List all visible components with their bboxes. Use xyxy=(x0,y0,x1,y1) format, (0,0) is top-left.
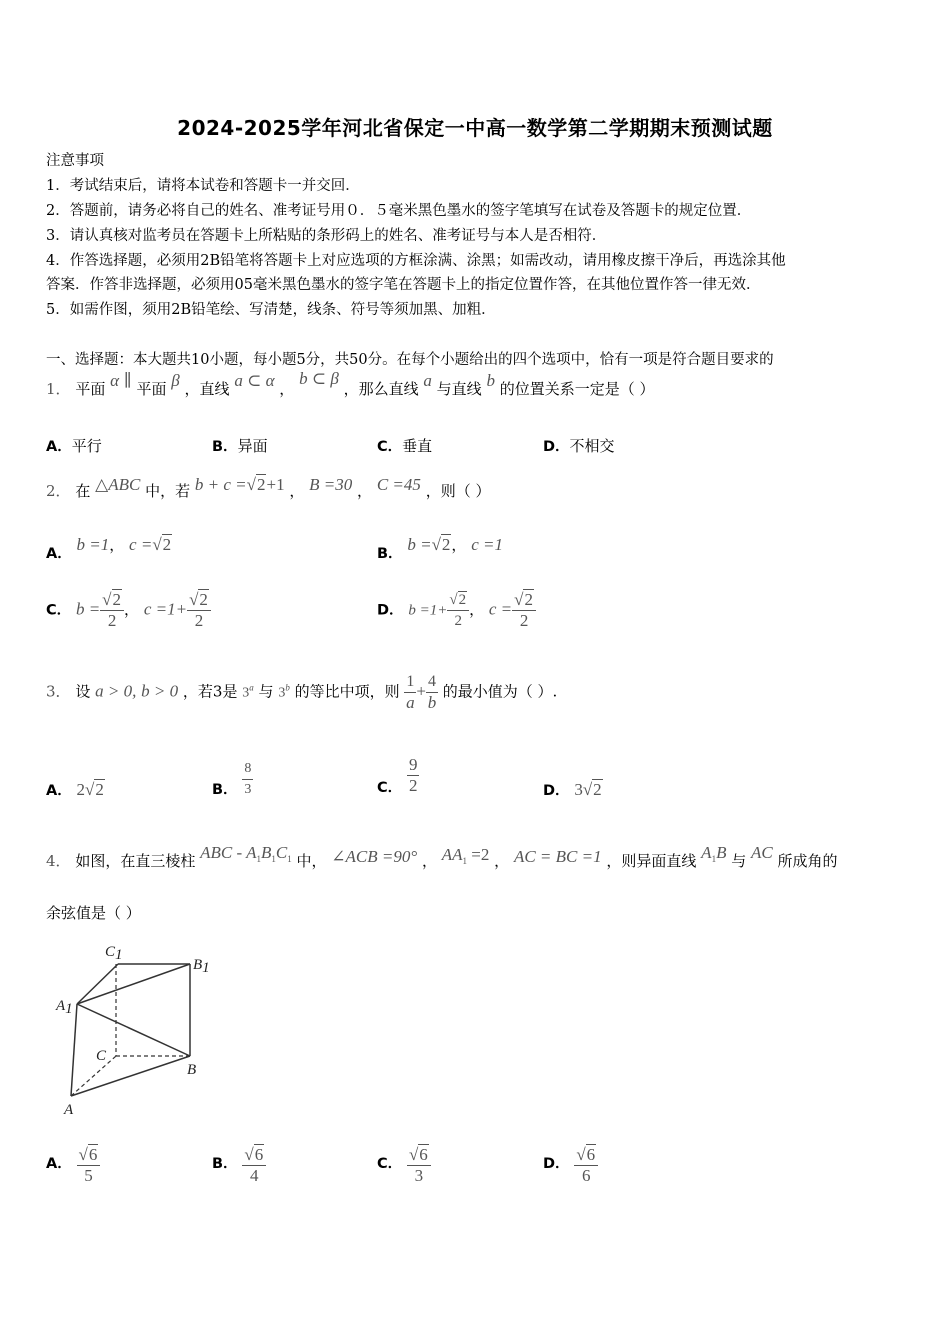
q2-option-c[interactable]: C． b = $\frac{√2}{2}$ ， c =1+ $\frac{√2}{2}$ xyxy=(46,590,211,631)
prism-figure xyxy=(50,938,220,1120)
q1-option-c[interactable]: C．垂直 xyxy=(377,437,433,455)
q1-option-b[interactable]: B．异面 xyxy=(212,437,268,455)
notice-heading: 注意事项 xyxy=(46,153,104,169)
q4-option-a[interactable]: A． $\frac{√6}{5}$ xyxy=(46,1145,100,1186)
edge-a1c1 xyxy=(77,964,118,1004)
q2-option-a[interactable]: A． b =1， c =√2 xyxy=(46,535,172,562)
q1-option-a[interactable]: A．平行 xyxy=(46,437,102,455)
question-3: 3． 设 a > 0, b > 0 ，若3是 3$^a$ 与 3$^b$ 的等比中项，则 $\frac{1}{a}$ + $\frac{4}{b}$ 的最小值为（ ）. xyxy=(46,673,558,712)
q2-option-d[interactable]: D． b =1+ $\frac{√2}{2}$ ， c = $\frac{√2}{2}$ xyxy=(377,590,536,631)
label-c: C xyxy=(96,1048,107,1064)
label-a1: A1 xyxy=(56,998,73,1017)
q3-option-c[interactable]: C． $\frac{9}{2}$ xyxy=(377,755,418,796)
q3-option-b[interactable]: B． $\frac{8}{3}$ xyxy=(212,761,252,798)
question-1: 1． 平面 α ∥ 平面 β ，直线 a ⊂ α ， b ⊂ β ，那么直线 a 与直线 b 的位置关系一定是（ ） xyxy=(46,369,655,398)
section-heading: 一、选择题：本大题共10小题，每小题5分，共50分。在每个小题给出的四个选项中，恰有一项是符合题目要求的 xyxy=(46,352,774,368)
q1-option-d[interactable]: D．不相交 xyxy=(543,437,615,455)
label-b: B xyxy=(187,1062,197,1078)
question-4: 4． 如图，在直三棱柱 ABC - $A_1B_1C_1$ 中， ∠ACB =90° ， $AA_1 =2$ ， AC = BC =1 ，则异面直线 $A_1B$ 与 AC 所成角的 xyxy=(46,843,838,870)
q4-option-b[interactable]: B． $\frac{√6}{4}$ xyxy=(212,1145,266,1186)
notice-line-1: 1．考试结束后，请将本试卷和答题卡一并交回． xyxy=(46,178,360,194)
notice-line-4: 4．作答选择题，必须用2B铅笔将答题卡上对应选项的方框涂满、涂黑；如需改动，请用橡皮擦干净后，再选涂其他 xyxy=(46,253,786,269)
q4-option-c[interactable]: C． $\frac{√6}{3}$ xyxy=(377,1145,431,1186)
label-b1: B1 xyxy=(193,957,210,976)
notice-line-3: 3．请认真核对监考员在答题卡上所粘贴的条形码上的姓名、准考证号与本人是否相符． xyxy=(46,228,607,244)
q3-option-a[interactable]: A． 2√2 xyxy=(46,780,104,799)
notice-line-2: 2．答题前，请务必将自己的姓名、准考证号用０．５毫米黑色墨水的签字笔填写在试卷及答题卡的规定位置． xyxy=(46,203,752,219)
q1-number: 1． xyxy=(46,380,71,398)
edge-ac xyxy=(71,1056,116,1096)
page-title: 2024-2025学年河北省保定一中高一数学第二学期期末预测试题 xyxy=(177,116,773,140)
notice-line-6: 5．如需作图，须用2B铅笔绘、写清楚，线条、符号等须加黑、加粗． xyxy=(46,302,496,318)
q4-line-2: 余弦值是（ ） xyxy=(46,904,141,922)
edge-a1a xyxy=(71,1004,77,1096)
label-c1: C1 xyxy=(105,944,123,963)
edge-a1b1 xyxy=(77,964,190,1004)
q3-option-d[interactable]: D． 3√2 xyxy=(543,780,602,799)
notice-line-5: 答案．作答非选择题，必须用05毫米黑色墨水的签字笔在答题卡上的指定位置作答，在其他位置作答一律无效． xyxy=(46,277,761,293)
edge-ab xyxy=(71,1056,190,1096)
question-2: 2． 在 △ABC 中，若 b + c =√2+1 ， B =30 ， C =45 ，则（ ） xyxy=(46,475,491,500)
label-a: A xyxy=(64,1102,74,1118)
q4-option-d[interactable]: D． $\frac{√6}{6}$ xyxy=(543,1145,598,1186)
q2-option-b[interactable]: B． b =√2， c =1 xyxy=(377,535,503,562)
edge-a1b xyxy=(77,1004,190,1056)
